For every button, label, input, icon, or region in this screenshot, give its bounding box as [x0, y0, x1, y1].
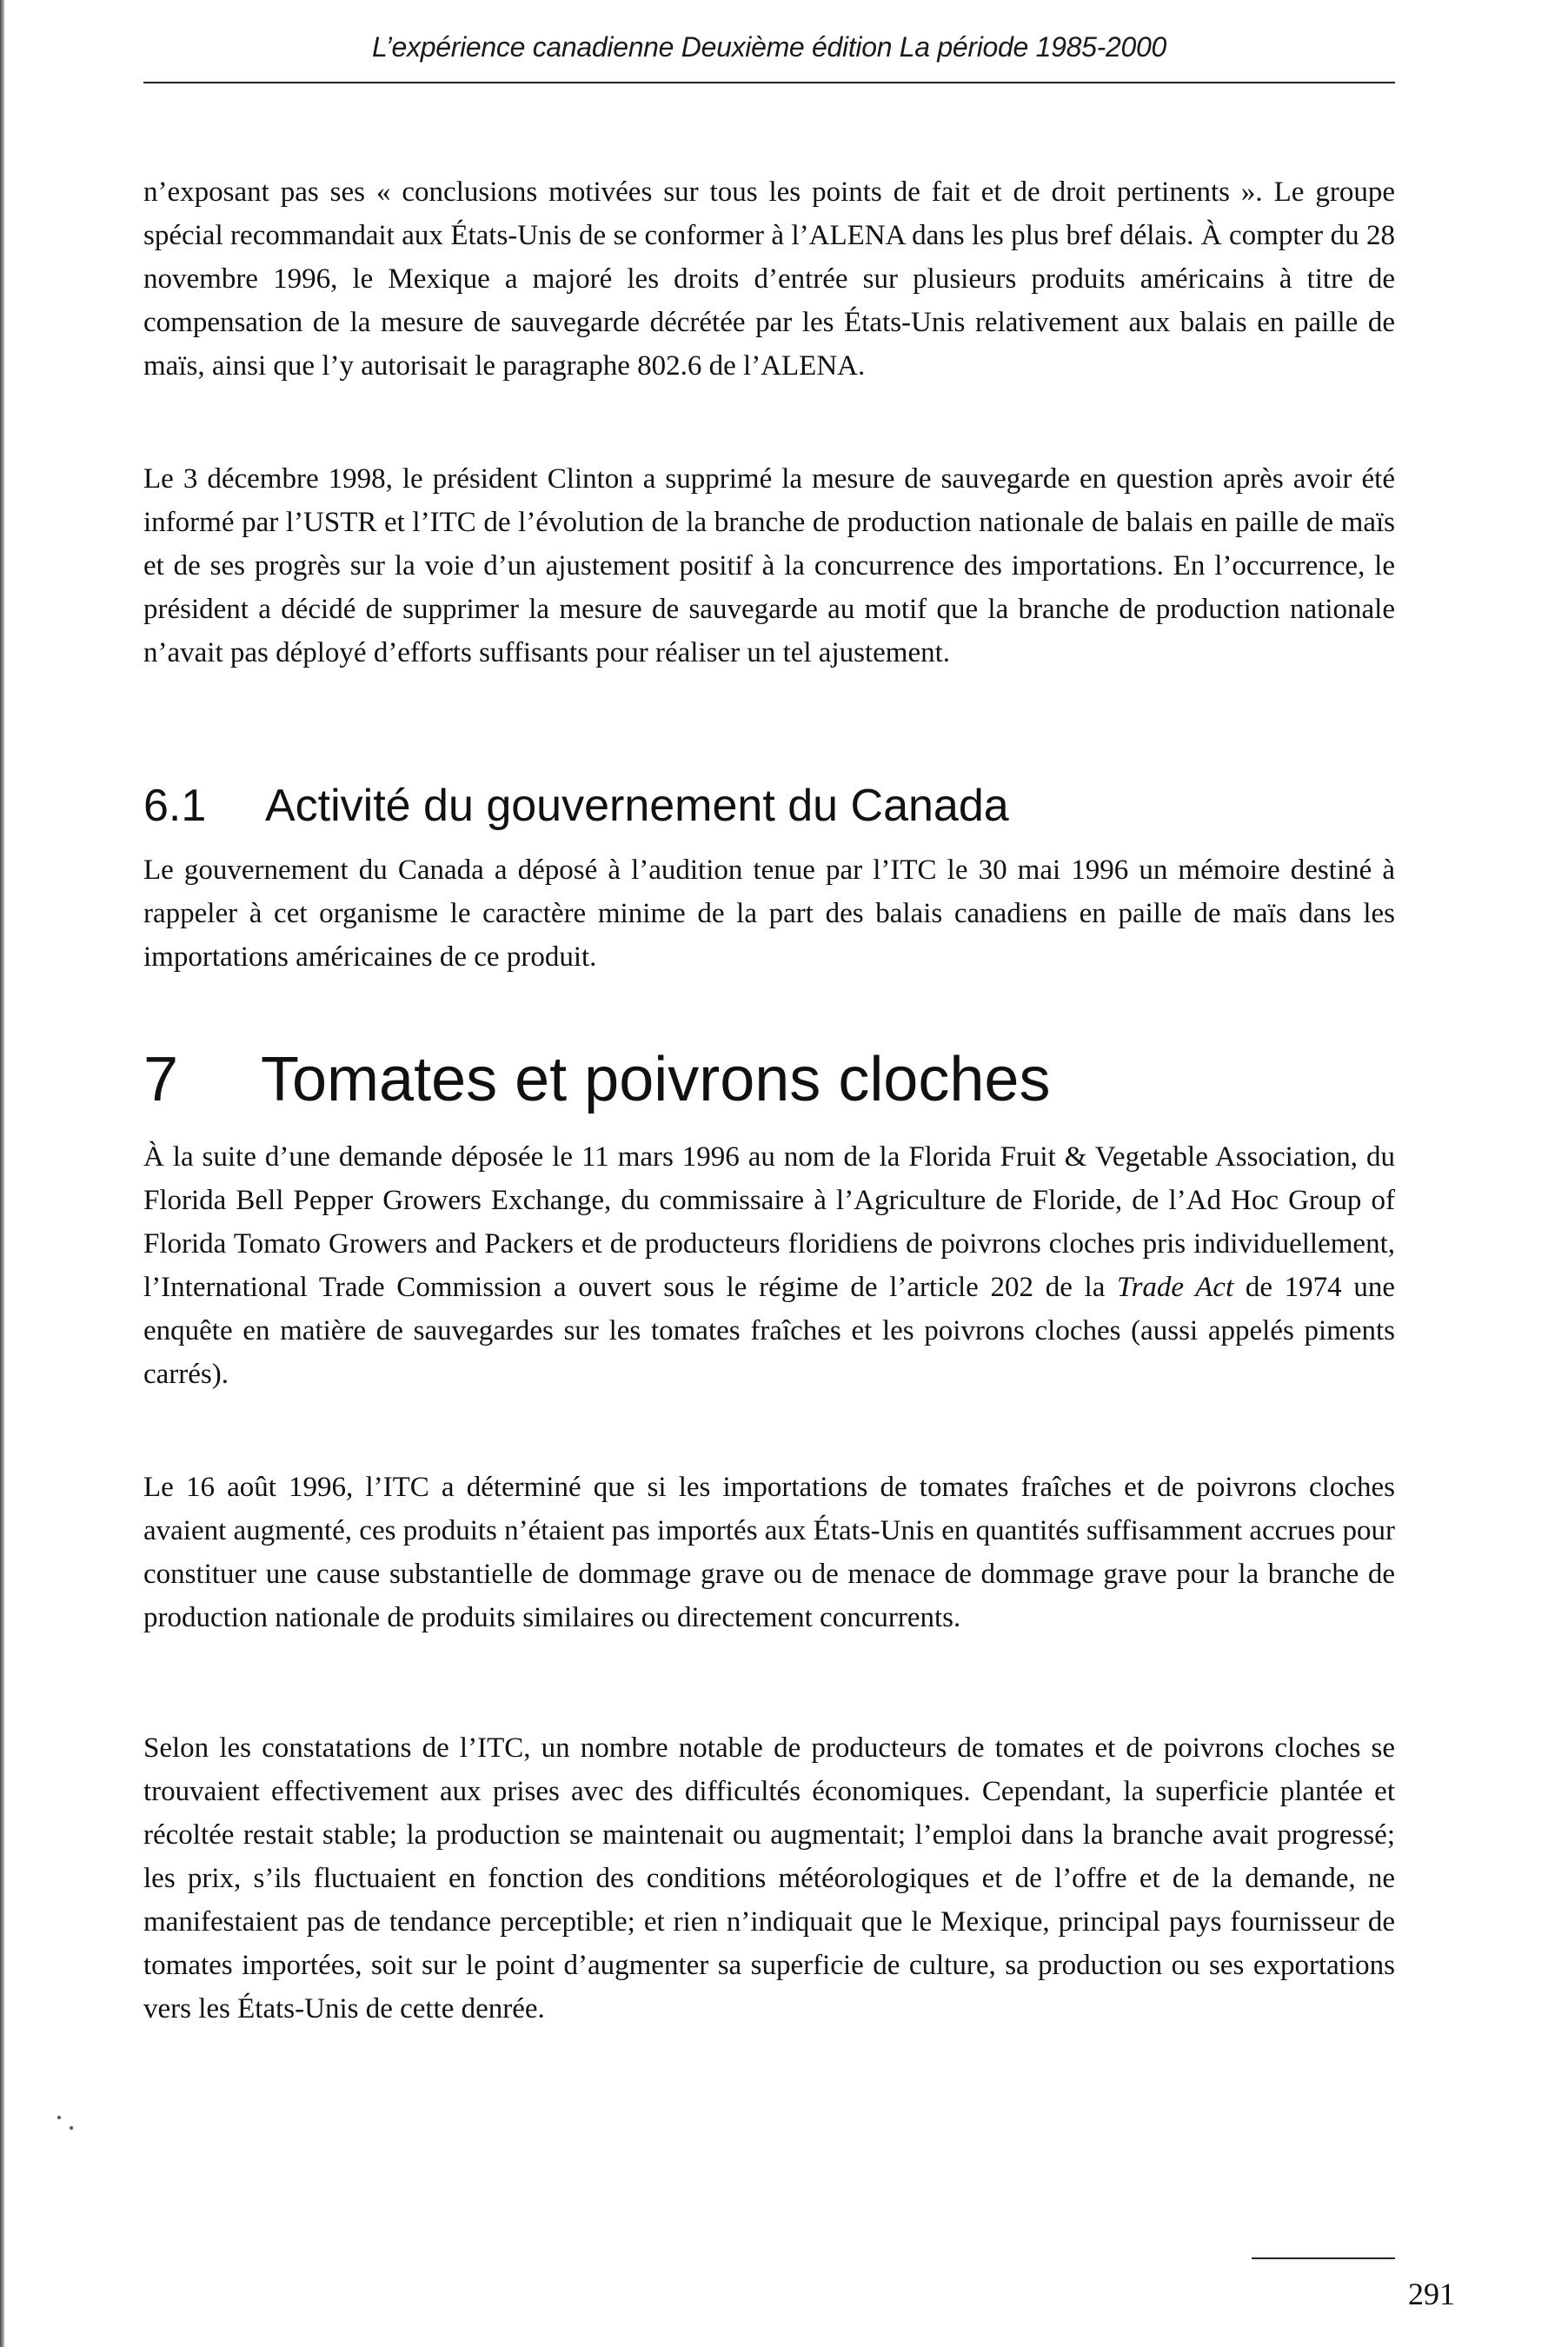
scan-speck — [57, 2116, 61, 2119]
scan-edge-shadow — [0, 0, 5, 2347]
header-rule — [143, 82, 1395, 83]
footer-rule — [1252, 2257, 1395, 2259]
section-number: 6.1 — [143, 781, 207, 831]
page-number: 291 — [1408, 2277, 1455, 2311]
scan-speck — [70, 2126, 73, 2130]
section-heading-6-1 — [143, 779, 1395, 833]
section-heading-7 — [143, 1043, 1395, 1116]
paragraph-alena-compensation: n’exposant pas ses « conclusions motivées sur tous les points de fait et de droit pertinents ». Le groupe spécial recommandait aux États-Unis de se conformer à l’ALENA dans les plus bref délais. À compter du 28 novembre 1996, le Mexique a majoré les droits d’entrée sur plusieurs produits américains à titre de compensation de la mesure de sauvegarde décrétée par les États-Unis relativement aux balais en paille de maïs, ainsi que l’y autorisait le paragraphe 802.6 de l’ALENA. — [143, 176, 1395, 382]
paragraph-itc-determination: Le 16 août 1996, l’ITC a déterminé que si les importations de tomates fraîches et de poivrons cloches avaient augmenté, ces produits n’étaient pas importés aux États-Unis en quantités suffisamment accrues pour constituer une cause substantielle de dommage grave ou de menace de dommage grave pour la branche de production nationale de produits similaires ou directement concurrents. — [143, 1472, 1395, 1633]
italic-act-title: Trade Act — [1117, 1272, 1234, 1303]
section-title: Tomates et poivrons cloches — [261, 1045, 1051, 1114]
running-header: L’expérience canadienne Deuxième édition La période 1985-2000 — [372, 31, 1166, 63]
paragraph-florida-petition — [143, 1135, 1395, 1396]
paragraph-canada-memoire: Le gouvernement du Canada a déposé à l’audition tenue par l’ITC le 30 mai 1996 un mémoire destiné à rappeler à cet organisme le caractère minime de la part des balais canadiens en paille de maïs dans les importations américaines de ce produit. — [143, 854, 1395, 973]
section-number: 7 — [143, 1045, 179, 1114]
paragraph-itc-findings: Selon les constatations de l’ITC, un nombre notable de producteurs de tomates et de poivrons cloches se trouvaient effectivement aux prises avec des difficultés économiques. Cependant, la superficie plantée et récoltée restait stable; la production se maintenait ou augmentait; l’emploi dans la branche avait progressé; les prix, s’ils fluctuaient en fonction des conditions météorologiques et de l’offre et de la demande, ne manifestaient pas de tendance perceptible; et rien n’indiquait que le Mexique, principal pays fournisseur de tomates importées, soit sur le point d’augmenter sa superficie de culture, sa production ou ses exportations vers les États-Unis de cette denrée. — [143, 1732, 1395, 2025]
paragraph-text: de 1974 une enquête en matière de sauvegardes sur les tomates fraîches et les poivrons cloches (aussi appelés piments carrés). — [143, 1272, 1395, 1390]
paragraph-text: À la suite d’une demande déposée le 11 mars 1996 au nom de la Florida Fruit & Vegetable Association, du Florida Bell Pepper Growers Exchange, du commissaire à l’Agriculture de Floride, de l’Ad Hoc Group of Florida Tomato Growers and Packers et de producteurs floridiens de poivrons cloches pris individuellement, l’International Trade Commission a ouvert sous le régime de l’article 202 de la — [143, 1141, 1395, 1303]
paragraph-clinton-decision: Le 3 décembre 1998, le président Clinton a supprimé la mesure de sauvegarde en question après avoir été informé par l’USTR et l’ITC de l’évolution de la branche de production nationale de balais en paille de maïs et de ses progrès sur la voie d’un ajustement positif à la concurrence des importations. En l’occurrence, le président a décidé de supprimer la mesure de sauvegarde au motif que la branche de production nationale n’avait pas déployé d’efforts suffisants pour réaliser un tel ajustement. — [143, 463, 1395, 668]
section-title: Activité du gouvernement du Canada — [265, 781, 1009, 831]
